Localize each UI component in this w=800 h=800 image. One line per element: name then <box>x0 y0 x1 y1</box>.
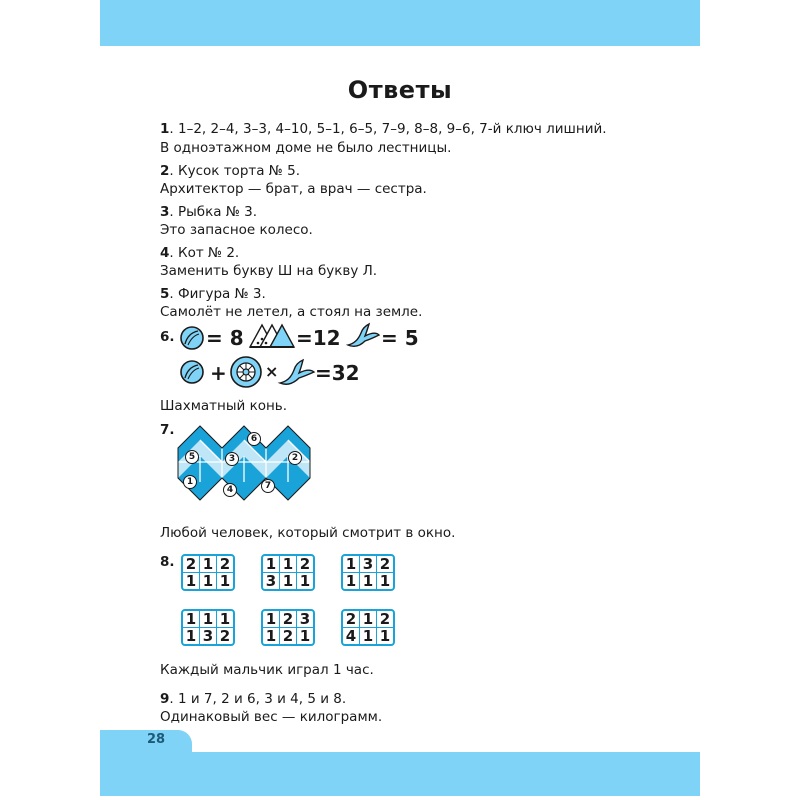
grid-cell: 2 <box>217 628 234 645</box>
times-sign: × <box>265 362 279 381</box>
grid-cell: 1 <box>183 573 200 590</box>
answer-1-line1 <box>160 121 607 137</box>
grid-cell: 1 <box>297 628 314 645</box>
answer-9-line2: Одинаковый вес — килограмм. <box>160 709 383 725</box>
answer-4-line2: Заменить букву Ш на букву Л. <box>160 263 378 279</box>
answer-9-line1 <box>160 691 346 707</box>
grid-cell: 2 <box>377 556 394 573</box>
answer-text: . Кот № 2. <box>169 245 240 261</box>
answer-text: . 1 и 7, 2 и 6, 3 и 4, 5 и 8. <box>169 691 347 707</box>
piece-label-1: 1 <box>183 475 197 489</box>
answer-6-text: Шахматный конь. <box>160 398 288 414</box>
answer-5-line1 <box>160 286 266 302</box>
grid-cell: 1 <box>263 611 280 628</box>
grid-cell: 1 <box>280 556 297 573</box>
grid-cell: 2 <box>183 556 200 573</box>
grid-cell: 1 <box>343 556 360 573</box>
number-grid-6 <box>341 609 395 646</box>
grid-cell: 2 <box>343 611 360 628</box>
page-title: Ответы <box>347 76 453 104</box>
grid-cell: 1 <box>263 556 280 573</box>
grid-cell: 1 <box>217 611 234 628</box>
answer-1-line2: В одноэтажном доме не было лестницы. <box>160 140 452 156</box>
answer-7-number: 7. <box>160 422 175 438</box>
grid-cell: 1 <box>377 573 394 590</box>
banana-icon <box>345 321 381 351</box>
answer-text: . Кусок торта № 5. <box>169 163 301 179</box>
grid-cell: 1 <box>183 628 200 645</box>
piece-label-7: 7 <box>261 479 275 493</box>
grid-cell: 1 <box>200 611 217 628</box>
answer-5-line2: Самолёт не летел, а стоял на земле. <box>160 304 423 320</box>
piece-label-4: 4 <box>223 483 237 497</box>
equation-3-value: = 5 <box>381 326 419 350</box>
top-band <box>100 0 700 46</box>
number-grid-5 <box>261 609 315 646</box>
answer-2-line2: Архитектор — брат, а врач — сестра. <box>160 181 427 197</box>
grid-cell: 1 <box>297 573 314 590</box>
equation-1-value: = 8 <box>206 326 244 350</box>
answer-6-number: 6. <box>160 329 175 345</box>
equation-2-value: =12 <box>296 326 341 350</box>
grid-cell: 3 <box>200 628 217 645</box>
grid-cell: 3 <box>263 573 280 590</box>
wheel-icon <box>229 355 263 389</box>
grid-cell: 1 <box>183 611 200 628</box>
piece-label-2: 2 <box>288 451 302 465</box>
number-grid-4 <box>181 609 235 646</box>
answer-3-line2: Это запасное колесо. <box>160 222 313 238</box>
grid-cell: 2 <box>217 556 234 573</box>
grid-cell: 1 <box>217 573 234 590</box>
answer-2-line1 <box>160 163 300 179</box>
answer-text: . 1–2, 2–4, 3–3, 4–10, 5–1, 6–5, 7–9, 8–8, 9–6, 7-й ключ лишний. <box>169 121 607 137</box>
grid-cell: 1 <box>360 611 377 628</box>
page-number-tab <box>100 730 192 756</box>
answer-8-number: 8. <box>160 554 175 570</box>
grid-cell: 1 <box>280 573 297 590</box>
grid-cell: 1 <box>360 628 377 645</box>
banana-icon-2 <box>277 357 317 389</box>
answer-number: 3 <box>160 204 170 220</box>
answer-text: . Фигура № 3. <box>169 286 266 302</box>
answer-7-text: Любой человек, который смотрит в окно. <box>160 525 456 541</box>
answer-number: 2 <box>160 163 170 179</box>
number-grid-3 <box>341 554 395 591</box>
answer-number: 5 <box>160 286 170 302</box>
number-grid-1 <box>181 554 235 591</box>
answer-3-line1 <box>160 204 257 220</box>
piece-label-6: 6 <box>247 432 261 446</box>
answer-8-text: Каждый мальчик играл 1 час. <box>160 662 374 678</box>
melon-icon <box>178 325 206 351</box>
grid-cell: 3 <box>360 556 377 573</box>
piece-label-3: 3 <box>225 452 239 466</box>
bottom-band <box>100 752 700 796</box>
melon-icon-2 <box>178 359 206 385</box>
watermelon-slices-icon <box>246 321 296 351</box>
grid-cell: 1 <box>200 556 217 573</box>
grid-cell: 1 <box>200 573 217 590</box>
answer-number: 9 <box>160 691 170 707</box>
answer-number: 4 <box>160 245 170 261</box>
piece-label-5: 5 <box>185 450 199 464</box>
answer-4-line1 <box>160 245 239 261</box>
grid-cell: 4 <box>343 628 360 645</box>
grid-cell: 1 <box>263 628 280 645</box>
page-number: 28 <box>147 732 166 747</box>
grid-cell: 1 <box>360 573 377 590</box>
grid-cell: 2 <box>280 628 297 645</box>
answer-number: 1 <box>160 121 170 137</box>
grid-cell: 2 <box>297 556 314 573</box>
grid-cell: 2 <box>377 611 394 628</box>
number-grid-2 <box>261 554 315 591</box>
grid-cell: 2 <box>280 611 297 628</box>
grid-cell: 1 <box>377 628 394 645</box>
equation-4-value: =32 <box>315 361 360 385</box>
grid-cell: 1 <box>343 573 360 590</box>
answer-text: . Рыбка № 3. <box>169 204 258 220</box>
plus-sign: + <box>210 361 227 385</box>
grid-cell: 3 <box>297 611 314 628</box>
